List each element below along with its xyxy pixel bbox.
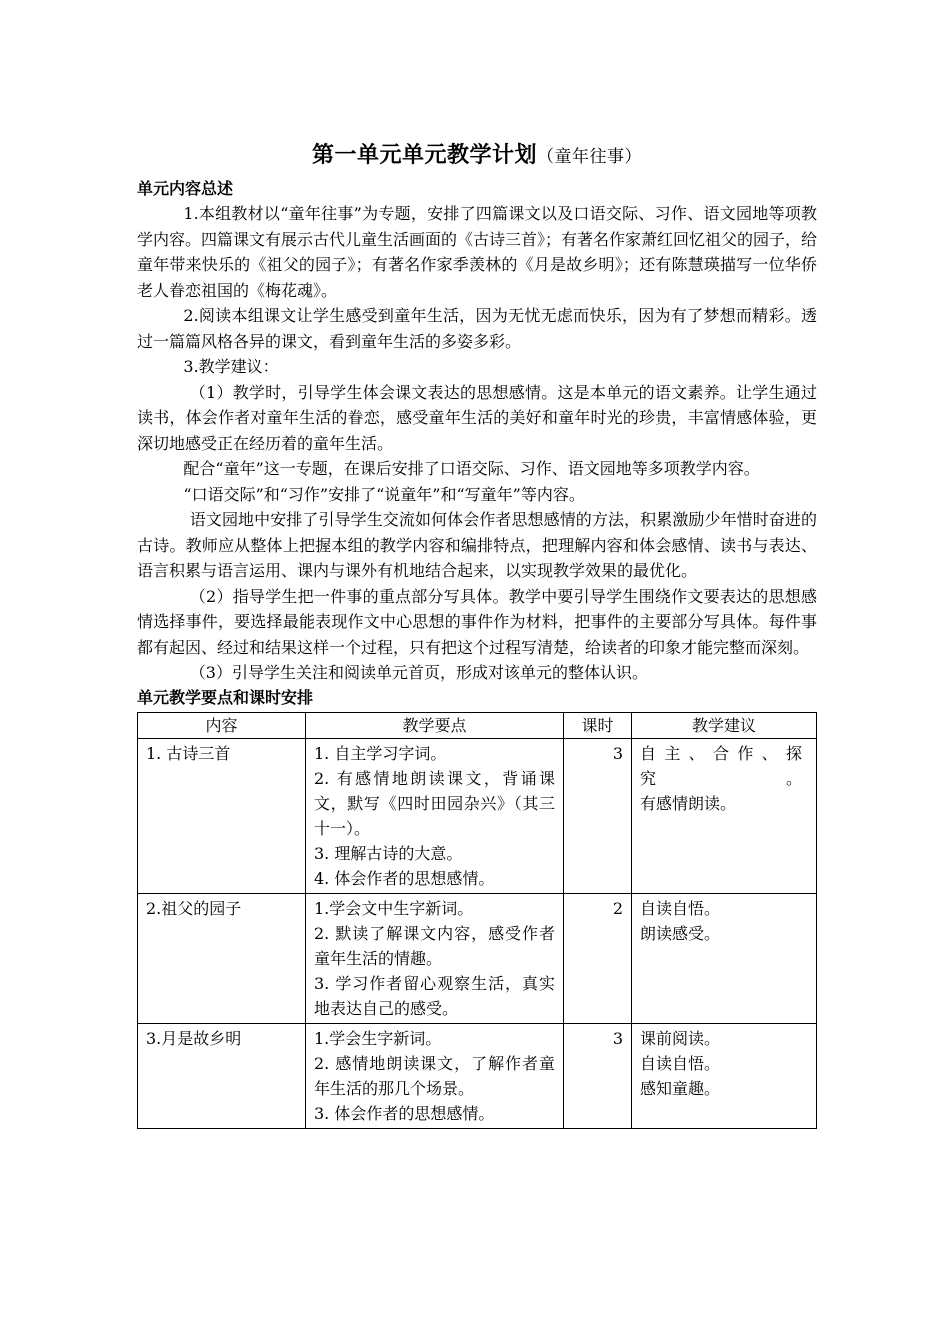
title-subtitle: （童年往事） [537, 147, 642, 167]
table-row [138, 1023, 817, 1128]
header-suggestions: 教学建议 [632, 712, 817, 738]
point-item: 2. 默读了解课文内容，感受作者童年生活的情趣。 [314, 923, 555, 968]
point-item: 1.学会生字新词。 [314, 1028, 442, 1048]
cell-suggestions [632, 893, 817, 1023]
cell-content: 2.祖父的园子 [138, 893, 306, 1023]
paragraph-6: “口语交际”和“习作”安排了“说童年”和“写童年”等内容。 [183, 484, 585, 504]
paragraph-5: 配合“童年”这一专题，在课后安排了口语交际、习作、语文园地等多项教学内容。 [183, 459, 760, 478]
paragraph-9: （3）引导学生关注和阅读单元首页，形成对该单元的整体认识。 [189, 663, 648, 682]
page-title [137, 138, 817, 169]
paragraph-4: （1）教学时，引导学生体会课文表达的思想感情。这是本单元的语文素养。让学生通过读书，体会作者对童年生活的眷恋，感受童年生活的美好和童年时光的珍贵，丰富情感体验，更深切地感受正在经历着的童年生活。 [137, 382, 817, 453]
cell-points [306, 738, 564, 893]
paragraph-7: 语文园地中安排了引导学生交流如何体会作者思想感情的方法，积累激励少年惜时奋进的古诗。教师应从整体上把握本组的教学内容和编排特点，把理解内容和体会感情、读书与表达、语言积累与语言运用、课内与课外有机地结合起来，以实现教学效果的最优化。 [137, 510, 817, 580]
suggestion-item: 感知童趣。 [640, 1078, 721, 1098]
lesson-plan-table [137, 712, 817, 1129]
cell-suggestions [632, 738, 817, 893]
point-item: 3. 学习作者留心观察生活，真实地表达自己的感受。 [314, 973, 555, 1018]
title-main: 第一单元单元教学计划 [311, 142, 537, 168]
point-item: 3. 理解古诗的大意。 [314, 843, 463, 863]
paragraph-2: 2.阅读本组课文让学生感受到童年生活，因为无忧无虑而快乐，因为有了梦想而精彩。透过一篇篇风格各异的课文，看到童年生活的多姿多彩。 [137, 306, 817, 351]
table-header-row [138, 712, 817, 738]
point-item: 2. 感情地朗读课文，了解作者童年生活的那几个场景。 [314, 1053, 555, 1098]
header-points: 教学要点 [306, 712, 564, 738]
paragraph-8: （2）指导学生把一件事的重点部分写具体。教学中要引导学生围绕作文要表达的思想感情选择事件，要选择最能表现作文中心思想的事件作为材料，把事件的主要部分写具体。每件事都有起因、经过和结果这样一个过程，只有把这个过程写清楚，给读者的印象才能完整而深刻。 [137, 586, 817, 657]
cell-content: 3.月是故乡明 [138, 1023, 306, 1128]
cell-points [306, 1023, 564, 1128]
point-item: 4. 体会作者的思想感情。 [314, 868, 495, 888]
cell-hours: 3 [564, 738, 632, 893]
cell-content: 1. 古诗三首 [138, 738, 306, 893]
cell-hours: 2 [564, 893, 632, 1023]
table-heading: 单元教学要点和课时安排 [137, 687, 314, 707]
paragraph-3: 3.教学建议： [183, 357, 279, 376]
document-page [137, 128, 817, 1129]
point-item: 1. 自主学习字词。 [314, 743, 447, 763]
point-item: 3. 体会作者的思想感情。 [314, 1103, 495, 1123]
suggestion-item: 自主、合作、探究。 [640, 743, 808, 788]
header-content: 内容 [138, 712, 306, 738]
suggestion-item: 自读自悟。 [640, 898, 721, 918]
table-row [138, 738, 817, 893]
suggestion-item: 朗读感受。 [640, 923, 721, 943]
suggestion-item: 课前阅读。 [640, 1028, 721, 1048]
suggestion-item: 自读自悟。 [640, 1053, 721, 1073]
suggestion-item: 有感情朗读。 [640, 793, 737, 813]
header-hours: 课时 [564, 712, 632, 738]
table-row [138, 893, 817, 1023]
cell-points [306, 893, 564, 1023]
paragraph-1: 1.本组教材以“童年往事”为专题，安排了四篇课文以及口语交际、习作、语文园地等项教学内容。四篇课文有展示古代儿童生活画面的《古诗三首》；有著名作家萧红回忆祖父的园子，给童年带来快乐的《祖父的园子》；有著名作家季羡林的《月是故乡明》；还有陈慧瑛描写一位华侨老人眷恋祖国的《梅花魂》。 [137, 204, 818, 300]
cell-suggestions [632, 1023, 817, 1128]
cell-hours: 3 [564, 1023, 632, 1128]
point-item: 1.学会文中生字新词。 [314, 898, 474, 918]
point-item: 2. 有感情地朗读课文，背诵课文，默写《四时田园杂兴》（其三十一）。 [314, 768, 555, 838]
overview-heading: 单元内容总述 [137, 179, 234, 198]
